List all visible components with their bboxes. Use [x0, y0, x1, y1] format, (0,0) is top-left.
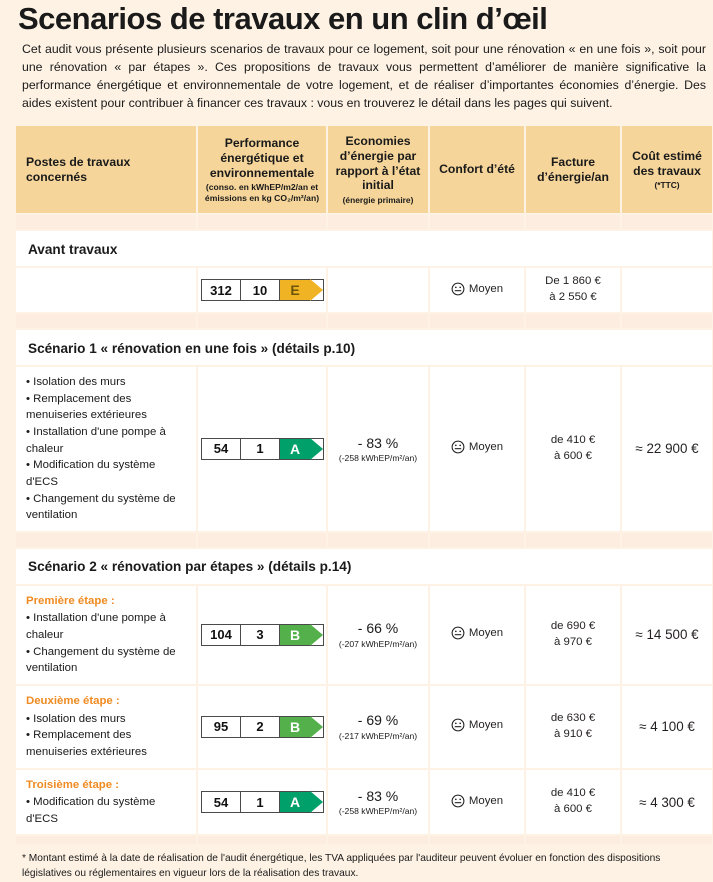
comfort-indicator	[451, 718, 503, 732]
badge-consumption-value: 54	[202, 792, 240, 812]
comfort-label: Moyen	[468, 719, 504, 732]
works-list-item: • Changement du système de ventilation	[26, 645, 176, 675]
works-list-item: • Modification du système d'ECS	[26, 796, 156, 825]
bill-cell	[526, 686, 620, 768]
savings-absolute: (-258 kWhEP/m²/an)	[338, 453, 418, 463]
bill-range-from: de 410 €	[550, 787, 596, 800]
step-title: Troisième étape :	[26, 778, 120, 791]
cost-cell: ≈ 4 300 €	[622, 770, 712, 835]
comfort-cell	[430, 770, 524, 835]
badge-class-arrow	[279, 717, 323, 737]
comfort-indicator	[451, 626, 503, 640]
energy-class-badge	[201, 716, 324, 738]
spacer-cell	[526, 314, 620, 328]
bill-range-from: de 690 €	[550, 619, 596, 632]
comfort-cell	[430, 586, 524, 684]
badge-arrow-tip	[310, 791, 323, 813]
spacer-cell	[526, 215, 620, 229]
table-spacer-band	[16, 314, 712, 328]
spacer-cell	[198, 314, 326, 328]
spacer-cell	[328, 533, 428, 547]
page-title: Scenarios de travaux en un clin d’œil	[18, 1, 548, 36]
section-title-row	[16, 330, 712, 365]
section-title: Scénario 1 « rénovation en une fois » (détails p.10)	[16, 330, 712, 365]
table-header-row	[16, 126, 712, 213]
comfort-cell	[430, 268, 524, 312]
bill-cell	[526, 770, 620, 835]
works-list-item: • Remplacement des menuiseries extérieures	[26, 392, 147, 422]
savings-absolute: (-207 kWhEP/m²/an)	[338, 638, 418, 649]
works-list	[26, 610, 190, 677]
col-header-cost-label: Coût estimé des travaux	[632, 148, 702, 178]
neutral-face-icon	[451, 718, 465, 732]
scenario-row	[16, 586, 712, 684]
step-title: Deuxième étape :	[26, 695, 120, 707]
badge-consumption-value: 95	[202, 717, 240, 737]
badge-class-letter: B	[280, 717, 310, 737]
bill-range-from: de 410 €	[550, 433, 596, 446]
bill-range-to: à 600 €	[553, 449, 592, 462]
badge-arrow-tip	[310, 716, 323, 738]
badge-class-arrow	[279, 625, 323, 645]
col-header-savings-label: Economies d’énergie par rapport à l’état initial	[335, 134, 421, 193]
section-title-row	[16, 231, 712, 266]
savings-cell	[328, 367, 428, 531]
table-spacer-band	[16, 836, 712, 844]
cost-cell: ≈ 14 500 €	[622, 586, 712, 684]
badge-class-arrow	[279, 792, 323, 812]
savings-cell	[328, 268, 428, 312]
savings-percent: - 66 %	[357, 620, 399, 637]
works-cell	[16, 268, 196, 312]
spacer-cell	[526, 533, 620, 547]
badge-emission-value: 2	[240, 717, 279, 737]
bill-cell	[526, 586, 620, 684]
badge-arrow-tip	[310, 438, 323, 460]
badge-emission-value: 10	[240, 280, 279, 300]
badge-class-letter: A	[280, 792, 310, 812]
badge-class-letter: B	[280, 625, 310, 645]
col-header-performance-label: Performance énergétique et environnementale	[209, 136, 315, 180]
badge-class-letter: A	[280, 439, 310, 459]
works-cell	[16, 686, 196, 768]
section-title-row	[16, 549, 712, 584]
energy-class-badge	[201, 279, 324, 301]
scenario-row	[16, 686, 712, 768]
spacer-cell	[328, 215, 428, 229]
col-header-performance	[198, 126, 326, 213]
performance-cell	[198, 268, 326, 312]
savings-absolute: (-217 kWhEP/m²/an)	[338, 730, 418, 741]
energy-class-badge	[201, 791, 324, 813]
comfort-cell	[430, 686, 524, 768]
works-list	[26, 711, 190, 761]
comfort-label: Moyen	[468, 441, 504, 454]
col-header-comfort-label: Confort d’été	[439, 162, 515, 177]
performance-cell	[198, 367, 326, 531]
section-title: Avant travaux	[16, 231, 712, 266]
spacer-cell	[198, 836, 326, 844]
table-spacer-band	[16, 215, 712, 229]
badge-emission-value: 1	[240, 792, 279, 812]
col-header-works-label: Postes de travaux concernés	[26, 155, 131, 184]
works-list-item: • Modification du système d'ECS	[26, 459, 156, 488]
spacer-cell	[198, 533, 326, 547]
spacer-cell	[622, 314, 712, 328]
spacer-cell	[16, 215, 196, 229]
badge-class-arrow	[279, 439, 323, 459]
col-header-bill	[526, 126, 620, 213]
badge-class-letter: E	[280, 280, 310, 300]
col-header-cost-sub: (*TTC)	[654, 180, 680, 191]
works-list	[26, 374, 190, 524]
comfort-indicator	[451, 794, 503, 808]
col-header-performance-sub: (conso. en kWhEP/m2/an et émissions en kg CO₂/m²/an)	[204, 182, 320, 203]
savings-cell	[328, 770, 428, 835]
spacer-cell	[328, 314, 428, 328]
step-title: Première étape :	[26, 594, 115, 607]
page-root	[0, 1, 713, 880]
energy-class-badge	[201, 438, 324, 460]
works-cell	[16, 770, 196, 835]
spacer-cell	[430, 836, 524, 844]
neutral-face-icon	[451, 282, 465, 296]
bill-range-to: à 910 €	[553, 727, 592, 740]
bill-range-from: de 630 €	[550, 711, 596, 724]
badge-consumption-value: 312	[202, 280, 240, 300]
table-header	[16, 126, 712, 213]
badge-consumption-value: 104	[202, 625, 240, 645]
spacer-cell	[16, 836, 196, 844]
comfort-indicator	[451, 440, 503, 454]
badge-arrow-tip	[310, 279, 323, 301]
scenario-row	[16, 268, 712, 312]
comfort-label: Moyen	[468, 794, 504, 807]
badge-arrow-tip	[310, 624, 323, 646]
spacer-cell	[622, 215, 712, 229]
bill-range-from: De 1 860 €	[545, 275, 601, 288]
works-cell	[16, 367, 196, 531]
intro-paragraph: Cet audit vous présente plusieurs scenarios de travaux pour ce logement, soit pour une rénovation « en une fois », soit pour une rénovation « par étapes ». Ces propositions de travaux vous permettent d’améliorer de manière significative la performance énergétique et environnementale de votre logement, et de réaliser d’importantes économies d’énergie. Des aides existent pour contribuer à financer ces travaux : vous en trouverez le détail dans les pages qui suivent.	[22, 42, 706, 110]
spacer-cell	[622, 533, 712, 547]
energy-class-badge	[201, 624, 324, 646]
works-list-item: • Changement du système de ventilation	[26, 492, 176, 522]
bill-cell	[526, 268, 620, 312]
comfort-label: Moyen	[468, 627, 504, 640]
performance-cell	[198, 686, 326, 768]
bill-range-to: à 2 550 €	[549, 291, 597, 304]
spacer-cell	[198, 215, 326, 229]
badge-emission-value: 1	[240, 439, 279, 459]
badge-emission-value: 3	[240, 625, 279, 645]
savings-percent: - 83 %	[357, 787, 399, 804]
scenario-row	[16, 367, 712, 531]
comfort-label: Moyen	[468, 282, 504, 295]
spacer-cell	[430, 314, 524, 328]
badge-class-arrow	[279, 280, 323, 300]
works-list-item: • Isolation des murs	[26, 712, 126, 725]
col-header-works	[16, 126, 196, 213]
performance-cell	[198, 586, 326, 684]
bill-cell	[526, 367, 620, 531]
cost-cell	[622, 268, 712, 312]
spacer-cell	[430, 215, 524, 229]
bill-range-to: à 970 €	[553, 635, 592, 648]
comfort-cell	[430, 367, 524, 531]
col-header-cost	[622, 126, 712, 213]
neutral-face-icon	[451, 440, 465, 454]
works-list	[26, 794, 190, 827]
footnote: * Montant estimé à la date de réalisation de l'audit énergétique, les TVA appliquées par l'auditeur peuvent évoluer en fonction des dispositions législatives ou réglementaires en vigueur lors de la réalisation des travaux.	[22, 853, 661, 880]
savings-cell	[328, 686, 428, 768]
col-header-savings	[328, 126, 428, 213]
col-header-comfort	[430, 126, 524, 213]
cost-cell: ≈ 4 100 €	[622, 686, 712, 768]
badge-consumption-value: 54	[202, 439, 240, 459]
savings-percent: - 83 %	[357, 434, 399, 451]
works-list-item: • Installation d'une pompe à chaleur	[26, 425, 166, 455]
performance-cell	[198, 770, 326, 835]
cost-cell: ≈ 22 900 €	[622, 367, 712, 531]
savings-percent: - 69 %	[357, 712, 399, 729]
scenarios-table	[14, 124, 713, 846]
neutral-face-icon	[451, 626, 465, 640]
section-title: Scénario 2 « rénovation par étapes » (détails p.14)	[16, 549, 712, 584]
spacer-cell	[526, 836, 620, 844]
spacer-cell	[622, 836, 712, 844]
comfort-indicator	[451, 282, 503, 296]
works-cell	[16, 586, 196, 684]
spacer-cell	[16, 314, 196, 328]
scenario-row	[16, 770, 712, 835]
savings-absolute: (-258 kWhEP/m²/an)	[338, 806, 418, 817]
col-header-bill-label: Facture d’énergie/an	[537, 155, 609, 184]
works-list-item: • Remplacement des menuiseries extérieures	[26, 729, 147, 758]
spacer-cell	[16, 533, 196, 547]
works-list-item: • Installation d'une pompe à chaleur	[26, 612, 166, 642]
spacer-cell	[430, 533, 524, 547]
spacer-cell	[328, 836, 428, 844]
savings-cell	[328, 586, 428, 684]
neutral-face-icon	[451, 794, 465, 808]
col-header-savings-sub: (énergie primaire)	[342, 194, 414, 205]
table-spacer-band	[16, 533, 712, 547]
table-body	[16, 215, 712, 844]
bill-range-to: à 600 €	[553, 803, 592, 816]
works-list-item: • Isolation des murs	[26, 376, 126, 389]
